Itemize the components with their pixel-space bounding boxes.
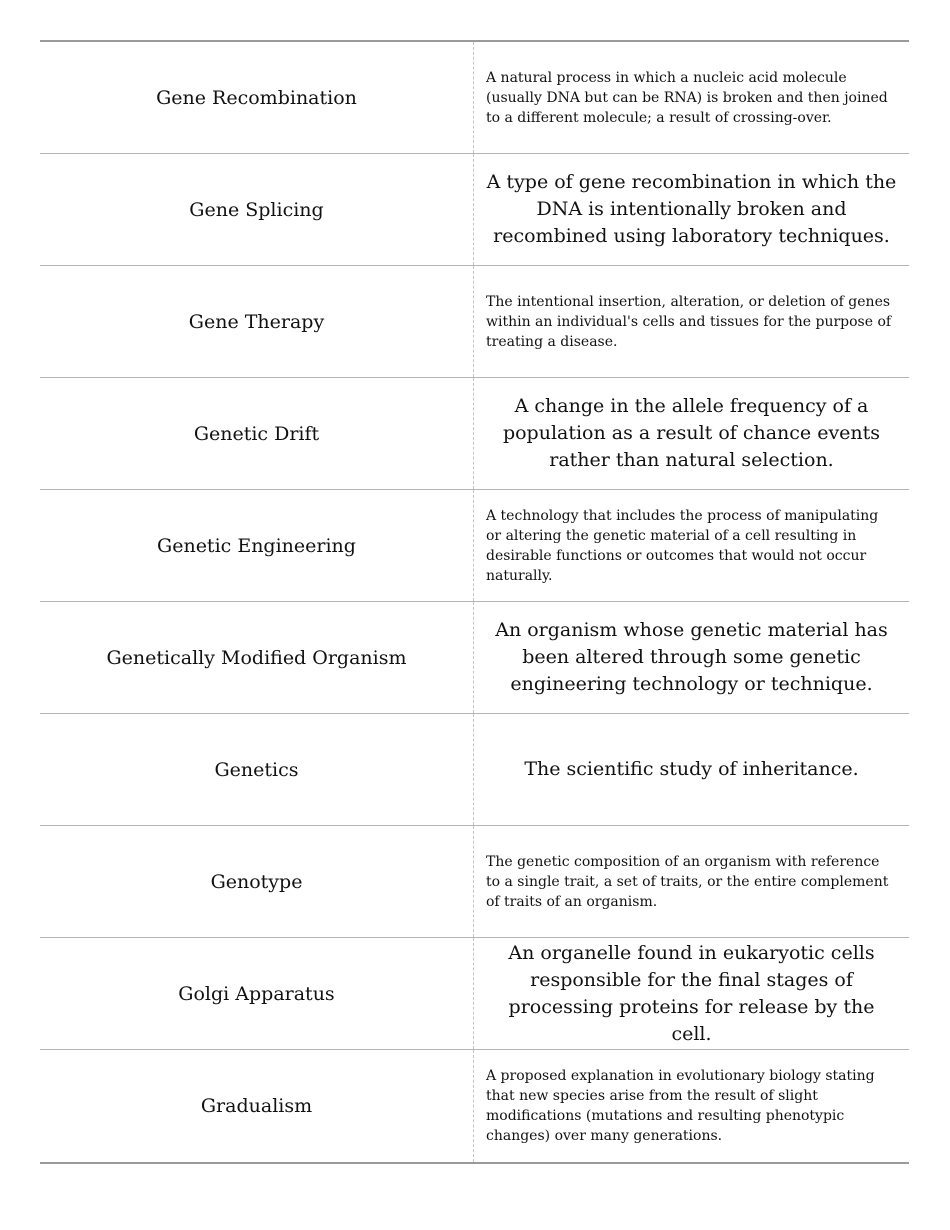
term-cell: Genetic Drift xyxy=(40,378,474,489)
definition-cell xyxy=(474,154,909,265)
definition-cell xyxy=(474,602,909,713)
flashcard-row xyxy=(40,42,909,154)
term-cell: Genetically Modified Organism xyxy=(40,602,474,713)
definition-text: A proposed explanation in evolutionary biology stating that new species arise from the result of slight modifications (mutations and resulting phenotypic changes) over many generations. xyxy=(486,1068,875,1144)
definition-text: An organism whose genetic material has been altered through some genetic engineering technology or technique. xyxy=(495,619,888,695)
term-cell: Gene Recombination xyxy=(40,42,474,153)
flashcard-row xyxy=(40,714,909,826)
definition-text: The intentional insertion, alteration, or deletion of genes within an individual's cells and tissues for the purpose of treating a disease. xyxy=(486,293,892,350)
term-cell: Genetics xyxy=(40,714,474,825)
definition-cell xyxy=(474,1050,909,1162)
flashcard-row xyxy=(40,938,909,1050)
definition-text: The scientific study of inheritance. xyxy=(524,758,859,780)
definition-cell xyxy=(474,378,909,489)
definition-cell xyxy=(474,826,909,937)
definition-text: A change in the allele frequency of a population as a result of chance events rather than natural selection. xyxy=(502,395,881,471)
definition-text: A type of gene recombination in which the DNA is intentionally broken and recombined using laboratory techniques. xyxy=(486,171,897,247)
definition-cell xyxy=(474,714,909,825)
definition-text: A natural process in which a nucleic acid molecule (usually DNA but can be RNA) is broken and then joined to a different molecule; a result of crossing-over. xyxy=(486,69,888,126)
definition-cell xyxy=(474,266,909,377)
term-cell: Gene Therapy xyxy=(40,266,474,377)
definition-cell xyxy=(474,42,909,153)
flashcard-sheet xyxy=(40,40,909,1164)
flashcard-row xyxy=(40,826,909,938)
definition-cell xyxy=(474,938,909,1049)
term-cell: Gene Splicing xyxy=(40,154,474,265)
flashcard-row xyxy=(40,1050,909,1162)
term-cell: Gradualism xyxy=(40,1050,474,1162)
definition-text: A technology that includes the process of manipulating or altering the genetic material of a cell resulting in desirable functions or outcomes that would not occur naturally. xyxy=(486,507,879,584)
definition-cell xyxy=(474,490,909,601)
flashcard-row xyxy=(40,378,909,490)
flashcard-row xyxy=(40,154,909,266)
term-cell: Genotype xyxy=(40,826,474,937)
flashcard-row xyxy=(40,602,909,714)
flashcard-row xyxy=(40,266,909,378)
term-cell: Golgi Apparatus xyxy=(40,938,474,1049)
definition-text: An organelle found in eukaryotic cells responsible for the final stages of processing proteins for release by the cell. xyxy=(508,941,875,1045)
term-cell: Genetic Engineering xyxy=(40,490,474,601)
flashcard-row xyxy=(40,490,909,602)
definition-text: The genetic composition of an organism with reference to a single trait, a set of traits, or the entire complement of traits of an organism. xyxy=(486,853,889,910)
